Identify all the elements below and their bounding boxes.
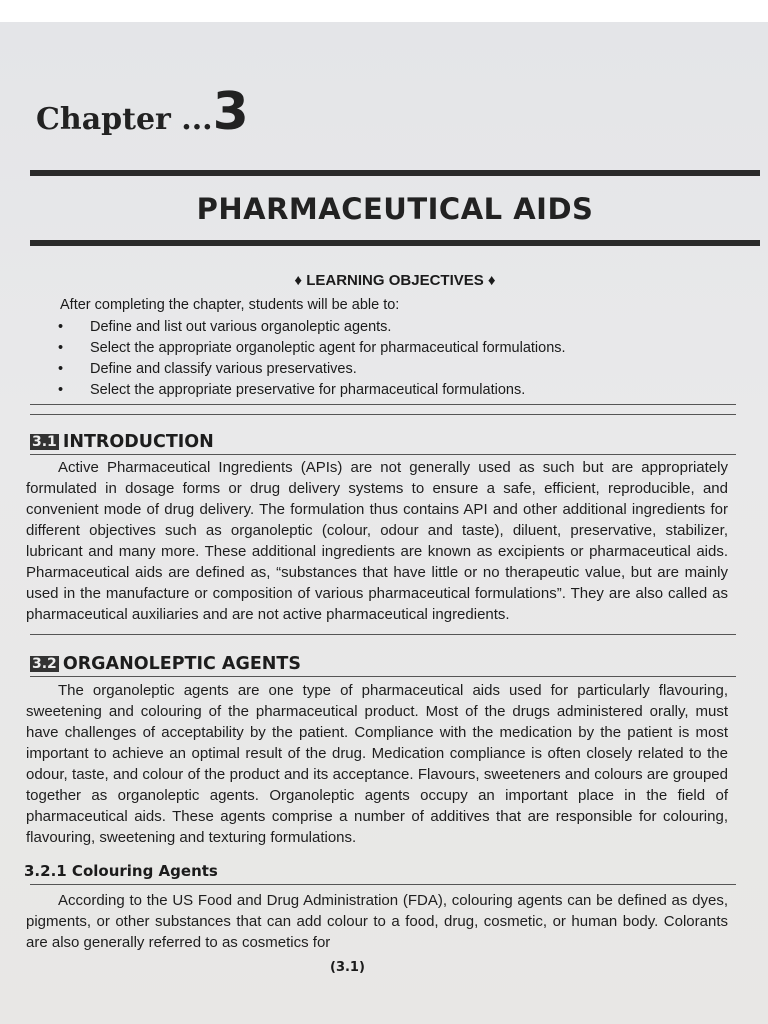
- objectives-rule-1: [30, 404, 736, 405]
- section-number: 3.2: [32, 656, 57, 672]
- subsection-heading: 3.2.1 Colouring Agents: [24, 862, 218, 880]
- list-item: • Define and list out various organoleptic agents.: [58, 319, 392, 335]
- chapter-title: PHARMACEUTICAL AIDS: [196, 192, 594, 226]
- chapter-label: [36, 82, 249, 142]
- section-underline: [30, 676, 736, 677]
- chapter-number: 3: [212, 82, 249, 142]
- paragraph-text: Active Pharmaceutical Ingredients (APIs) are not generally used as such but are appropriately formulated in dosage forms or drug delivery systems to ensure a safe, efficient, reproducible, and convenient mode of drug delivery. The formulation thus contains API and other additional ingredients for different objectives such as organoleptic (colour, odour and taste), diluent, preservative, stabilizer, lubricant and many more. These additional ingredients are known as excipients or pharmaceutical aids. Pharmaceutical aids are defined as, “substances that have little or no therapeutic value, but are mainly used in the manufacture or composition of various pharmaceutical formulations”. They are also called as pharmaceutical auxiliaries and are not active pharmaceutical ingredients.: [26, 459, 728, 623]
- learning-objectives-heading: ♦ LEARNING OBJECTIVES ♦: [294, 272, 496, 289]
- introduction-paragraph: [26, 457, 728, 625]
- top-margin: [0, 0, 768, 22]
- section-heading-text: INTRODUCTION: [62, 432, 214, 452]
- chapter-label-text: Chapter ...: [36, 102, 213, 137]
- objective-text: Define and classify various preservatives.: [90, 361, 357, 377]
- colouring-agents-paragraph: [26, 890, 728, 953]
- section-heading-text: ORGANOLEPTIC AGENTS: [62, 654, 301, 674]
- list-item: • Select the appropriate organoleptic agent for pharmaceutical formulations.: [58, 340, 566, 356]
- list-item: • Define and classify various preservatives.: [58, 361, 357, 377]
- learning-objectives-list: [58, 319, 566, 403]
- objective-text: Select the appropriate organoleptic agent for pharmaceutical formulations.: [90, 340, 566, 356]
- page-number: (3.1): [330, 960, 365, 975]
- list-item: • Select the appropriate preservative for pharmaceutical formulations.: [58, 382, 526, 398]
- section-heading-organoleptic: [30, 654, 301, 674]
- paragraph-text: The organoleptic agents are one type of pharmaceutical aids used for particularly flavouring, sweetening and colouring of the pharmaceutical product. Most of the drugs administered orally, must have challenges of acceptability by the patient. Compliance with the medication by the patient is most important to achieve an optimal result of the drug. Medication compliance is often closely related to the odour, taste, and colour of the product and its acceptance. Flavours, sweeteners and colours are grouped together as organoleptic agents. Organoleptic agents occupy an important place in the field of pharmaceutical aids. These agents comprise a number of additives that are responsible for colouring, flavouring, sweetening and texturing formulations.: [26, 682, 728, 846]
- learning-objectives-intro: After completing the chapter, students will be able to:: [60, 297, 400, 313]
- top-rule: [30, 170, 760, 176]
- section-heading-introduction: [30, 432, 214, 452]
- objectives-rule-2: [30, 414, 736, 415]
- book-page: [0, 22, 768, 1024]
- paragraph-text: According to the US Food and Drug Administration (FDA), colouring agents can be defined as dyes, pigments, or other substances that can add colour to a food, drug, cosmetic, or human body. Colorants are also generally referred to as cosmetics for: [26, 892, 728, 951]
- objective-text: Define and list out various organoleptic agents.: [90, 319, 392, 335]
- objective-text: Select the appropriate preservative for pharmaceutical formulations.: [90, 382, 526, 398]
- section-number: 3.1: [32, 434, 57, 450]
- subsection-underline: [30, 884, 736, 885]
- section-underline: [30, 454, 736, 455]
- section-divider: [30, 634, 736, 635]
- title-bottom-rule: [30, 240, 760, 246]
- organoleptic-paragraph: [26, 680, 728, 848]
